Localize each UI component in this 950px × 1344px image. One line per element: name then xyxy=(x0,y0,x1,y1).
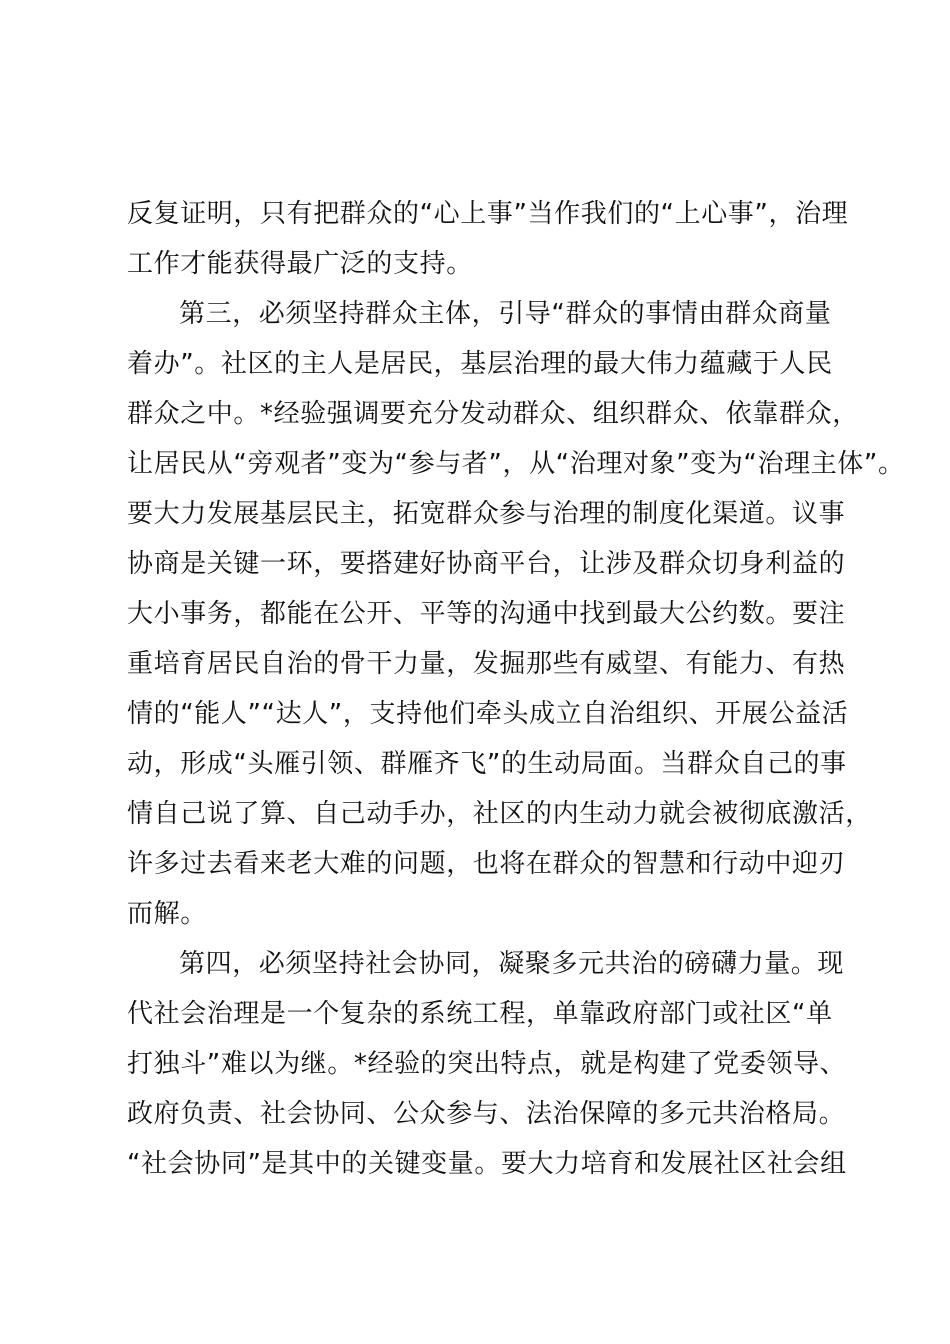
text-line: 情的“能人”“达人”，支持他们牵头成立自治组织、开展公益活 xyxy=(127,699,849,729)
text-line: 打独斗”难以为继。*经验的突出特点，就是构建了党委领导、 xyxy=(127,1049,847,1079)
paragraph-start-line: 第四，必须坚持社会协同，凝聚多元共治的磅礴力量。现 xyxy=(179,949,845,979)
text-line: 情自己说了算、自己动手办，社区的内生动力就会被彻底激活， xyxy=(127,799,872,829)
text-line: 工作才能获得最广泛的支持。 xyxy=(127,249,473,279)
text-line: 要大力发展基层民主，拓宽群众参与治理的制度化渠道。议事 xyxy=(127,499,846,529)
text-line: 着办”。社区的主人是居民，基层治理的最大伟力蕴藏于人民 xyxy=(127,349,833,379)
text-line: 大小事务，都能在公开、平等的沟通中找到最大公约数。要注 xyxy=(127,599,846,629)
text-line: 重培育居民自治的骨干力量，发掘那些有威望、有能力、有热 xyxy=(127,649,846,679)
text-line: 反复证明，只有把群众的“心上事”当作我们的“上心事”，治理 xyxy=(127,199,849,229)
text-line: “社会协同”是其中的关键变量。要大力培育和发展社区社会组 xyxy=(127,1149,847,1179)
paragraph-start-line: 第三，必须坚持群众主体，引导“群众的事情由群众商量 xyxy=(179,299,832,329)
text-line: 而解。 xyxy=(127,899,207,929)
text-line: 动，形成“头雁引领、群雁齐飞”的生动局面。当群众自己的事 xyxy=(127,749,847,779)
text-line: 协商是关键一环，要搭建好协商平台，让涉及群众切身利益的 xyxy=(127,549,846,579)
text-line: 让居民从“旁观者”变为“参与者”，从“治理对象”变为“治理主体”。 xyxy=(127,449,905,479)
text-line: 代社会治理是一个复杂的系统工程，单靠政府部门或社区“单 xyxy=(127,999,833,1029)
text-line: 政府负责、社会协同、公众参与、法治保障的多元共治格局。 xyxy=(127,1099,846,1129)
text-line: 许多过去看来老大难的问题，也将在群众的智慧和行动中迎刃 xyxy=(127,849,846,879)
body-text xyxy=(127,189,905,1189)
text-line: 群众之中。*经验强调要充分发动群众、组织群众、依靠群众， xyxy=(127,399,859,429)
